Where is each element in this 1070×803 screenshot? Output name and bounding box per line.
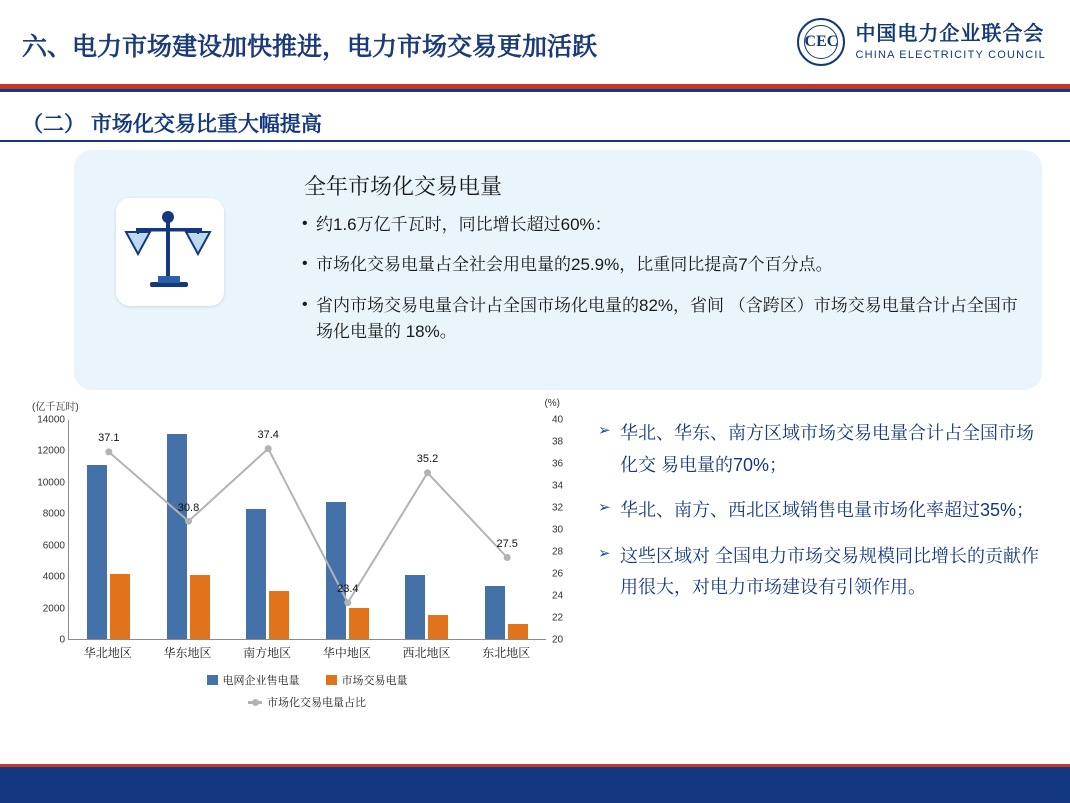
list-item — [302, 293, 1022, 346]
page-header — [0, 0, 1070, 88]
bar-group — [69, 420, 149, 639]
y2-axis-tick: 34 — [552, 480, 564, 492]
y-axis-tick: 4000 — [42, 571, 65, 583]
logo-name-en: CHINA ELECTRICITY COUNCIL — [855, 48, 1046, 61]
bullet-text: 约1.6万亿千瓦时，同比增长超过60%： — [316, 215, 612, 234]
x-axis-tick: 南方地区 — [243, 646, 292, 660]
highlight-panel — [74, 150, 1042, 390]
y2-axis-tick: 36 — [552, 458, 564, 470]
chart-left-unit-label: (亿千瓦时) — [32, 402, 79, 413]
arrow-bullet-icon: ➢ — [598, 544, 611, 562]
chart-legend — [68, 672, 546, 710]
bar-grid-sales — [246, 509, 266, 639]
bullet-text: 省内市场交易电量合计占全国市场化电量的82%，省间 （含跨区）市场交易电量合计占全国市场化电量的 18%。 — [316, 295, 1018, 342]
legend-label: 市场交易电量 — [341, 675, 408, 687]
section-divider — [0, 140, 1070, 142]
header-divider-blue — [0, 89, 1070, 92]
bullet-text: 市场化交易电量占全社会用电量的25.9%，比重同比提高7个百分点。 — [316, 255, 833, 275]
bar-grid-sales — [87, 465, 107, 639]
legend-row — [248, 694, 366, 710]
list-item-text: 这些区域对 全国电力市场交易规模同比增长的贡献作用很大，对电力市场建设有引领作用。 — [620, 545, 1039, 597]
legend-item-market-trading — [326, 672, 408, 688]
y-axis-tick: 6000 — [42, 540, 65, 552]
balance-scale-icon — [116, 198, 224, 306]
bar-market-trading — [508, 624, 528, 639]
y-axis-tick: 2000 — [42, 603, 65, 615]
logo-text-block — [855, 23, 1046, 62]
market-trading-chart — [22, 398, 582, 738]
logo-name-cn: 中国电力企业联合会 — [855, 22, 1045, 45]
y-axis-tick: 12000 — [37, 445, 65, 457]
chart-bars — [69, 420, 546, 639]
legend-row — [207, 672, 408, 688]
key-points-list — [598, 418, 1050, 618]
y2-axis-tick: 26 — [552, 568, 564, 580]
y2-axis-tick: 28 — [552, 546, 564, 558]
page-title: 六、电力市场建设加快推进，电力市场交易更加活跃 — [22, 33, 598, 61]
organization-logo — [797, 18, 1046, 66]
bar-grid-sales — [326, 502, 346, 639]
chart-plot-area — [37, 414, 564, 646]
bar-group — [308, 420, 388, 639]
data-point-label: 35.2 — [416, 453, 439, 465]
bar-group — [149, 420, 229, 639]
list-item — [302, 252, 1022, 278]
bar-group — [228, 420, 308, 639]
y2-axis-tick: 38 — [552, 436, 564, 448]
y-axis-tick: 8000 — [42, 508, 65, 520]
list-item — [598, 541, 1050, 604]
y2-axis-tick: 20 — [552, 634, 564, 646]
legend-swatch-icon — [326, 675, 337, 685]
arrow-bullet-icon: ➢ — [598, 422, 611, 439]
bullet-dot-icon: • — [302, 255, 308, 273]
data-point-label: 27.5 — [496, 538, 518, 550]
bar-market-trading — [349, 608, 369, 639]
data-point-label: 37.4 — [257, 429, 279, 441]
logo-emblem-icon — [797, 18, 845, 66]
legend-item-grid-sales — [207, 672, 300, 688]
bar-market-trading — [269, 591, 289, 639]
y2-axis-tick: 40 — [552, 414, 564, 426]
bar-grid-sales — [167, 434, 187, 639]
list-item-text: 华北、华东、南方区域市场交易电量合计占全国市场化交 易电量的70%； — [620, 423, 1034, 475]
legend-item-market-share — [248, 694, 366, 710]
legend-line-icon — [248, 701, 262, 704]
legend-label: 电网企业售电量 — [222, 675, 300, 687]
logo-emblem-text: CEC — [804, 33, 839, 50]
y-axis-tick: 10000 — [37, 477, 65, 489]
x-axis-tick: 华北地区 — [83, 646, 132, 660]
x-axis-tick: 西北地区 — [402, 646, 451, 660]
x-axis-tick: 东北地区 — [482, 646, 531, 660]
bar-market-trading — [110, 574, 130, 639]
arrow-bullet-icon: ➢ — [598, 499, 611, 516]
footer-bar — [0, 767, 1070, 803]
data-point-label: 37.1 — [98, 432, 120, 444]
bar-market-trading — [428, 615, 448, 639]
y2-axis-tick: 22 — [552, 612, 564, 624]
section-heading: （二） 市场化交易比重大幅提高 — [22, 113, 322, 136]
chart-x-axis-labels — [68, 644, 546, 661]
chart-right-unit-label: (%) — [544, 398, 560, 409]
bullet-dot-icon: • — [302, 215, 308, 232]
y2-axis-tick: 32 — [552, 502, 564, 514]
callout-bullet-list — [302, 212, 1022, 359]
y2-axis-tick: 30 — [552, 524, 564, 536]
list-item — [598, 495, 1050, 527]
callout-title: 全年市场化交易电量 — [304, 174, 503, 199]
list-item — [598, 418, 1050, 481]
list-item — [302, 212, 1022, 238]
bar-group — [467, 420, 547, 639]
legend-label: 市场化交易电量占比 — [267, 697, 366, 709]
data-point-label: 23.4 — [337, 583, 359, 595]
x-axis-tick: 华东地区 — [163, 646, 212, 660]
list-item-text: 华北、南方、西北区域销售电量市场化率超过35%； — [620, 500, 1035, 520]
y-axis-tick: 14000 — [37, 414, 65, 426]
bullet-dot-icon: • — [302, 295, 308, 313]
bar-market-trading — [190, 575, 210, 639]
x-axis-tick: 华中地区 — [322, 646, 371, 660]
bar-grid-sales — [485, 586, 505, 639]
bar-grid-sales — [405, 575, 425, 639]
y-axis-tick: 0 — [59, 634, 65, 646]
data-point-label: 30.8 — [177, 502, 200, 514]
y2-axis-tick: 24 — [552, 590, 564, 602]
legend-swatch-icon — [207, 675, 218, 685]
